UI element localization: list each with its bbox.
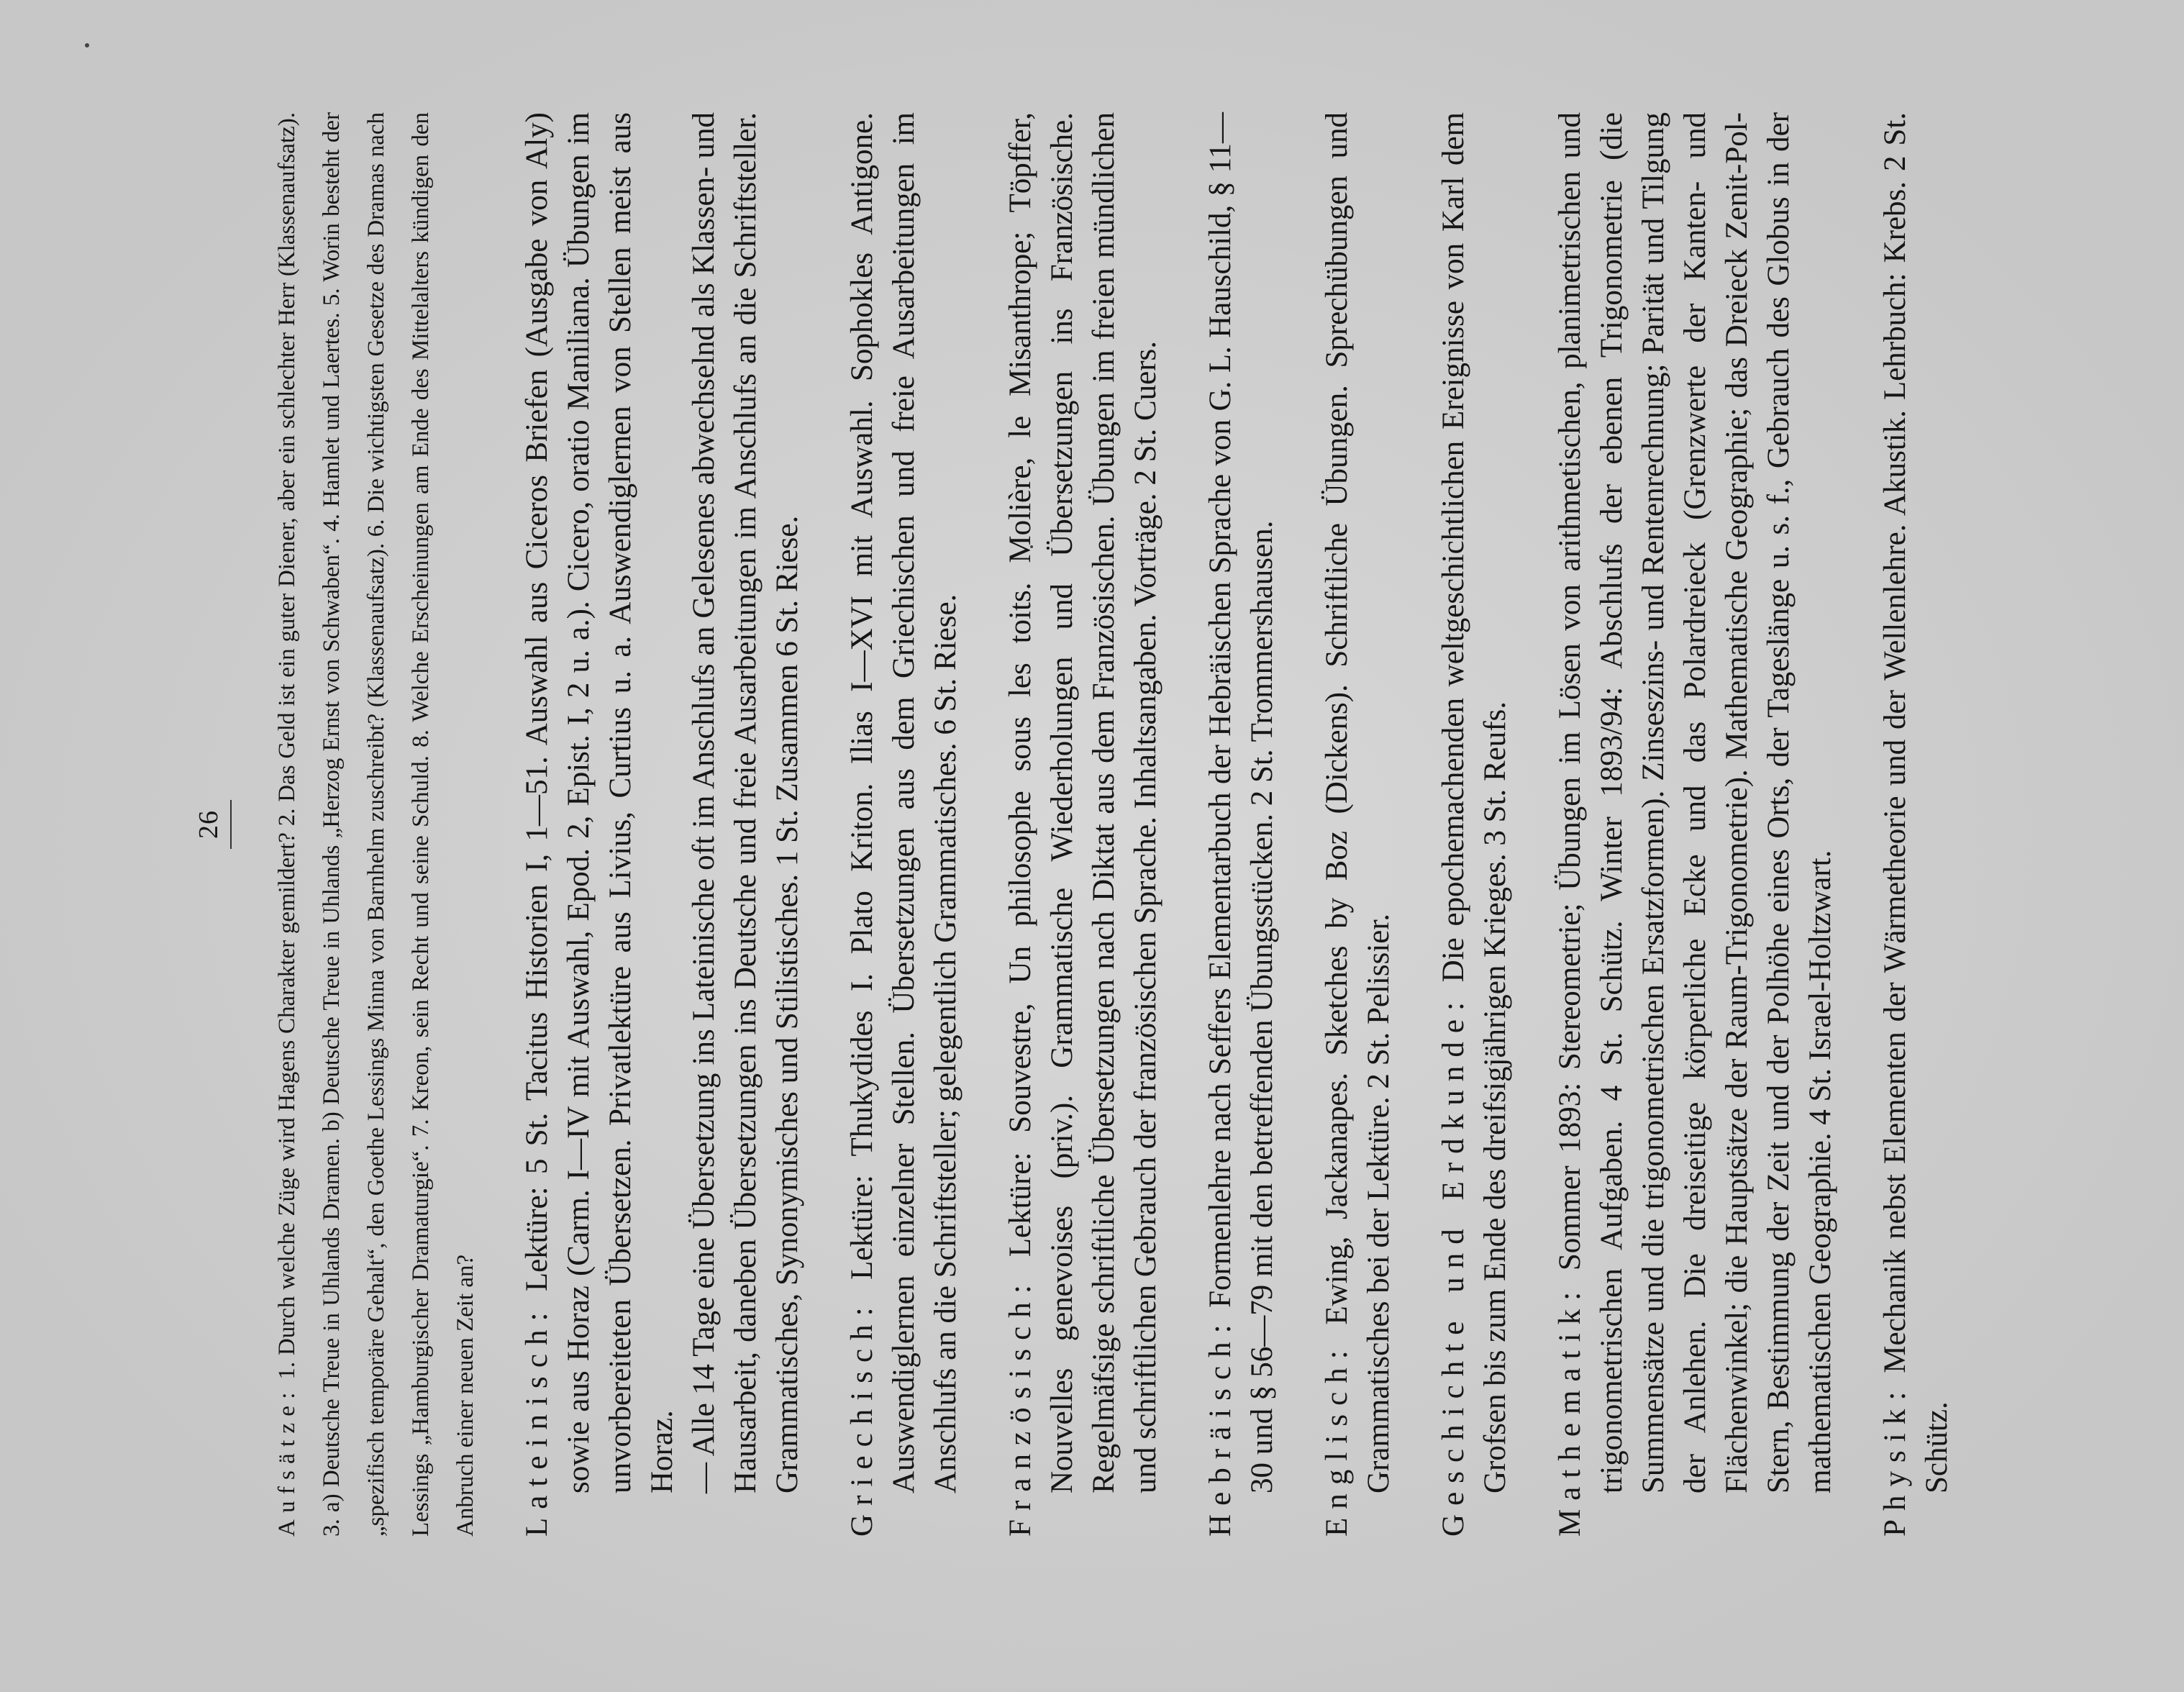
englisch-text: Ewing, Jackanapes. Sketches by Boz (Dickens). Schriftliche Übungen. Sprechübungen und Grammatisches bei der Lektüre. 2 St. Pelissier. bbox=[1320, 112, 1396, 1493]
section-franzoesisch bbox=[1000, 112, 1167, 1537]
section-aufsaetze bbox=[265, 112, 488, 1537]
mathematik-heading: Mathematik: bbox=[1553, 1283, 1587, 1537]
page-number: 26 bbox=[193, 112, 232, 1537]
aufsaetze-text: 1. Durch welche Züge wird Hagens Charakter gemildert? 2. Das Geld ist ein guter Diener, aber ein schlechter Herr (Klassenaufsatz). 3. a) Deutsche Treue in Uhlands Dramen. b) Deutsche Treue in Uhlands „Herzog Ernst von Schwaben“. 4. Hamlet und Laertes. 5. Worin besteht der „spezifisch temporäre Gehalt“, den Goethe Lessings Minna von Barnhelm zuschreibt? (Klassenaufsatz). 6. Die wichtigsten Gesetze des Dramas nach Lessings „Hamburgischer Dramaturgie“. 7. Kreon, sein Recht und seine Schuld. 8. Welche Erscheinungen am Ende des Mittelalters kündigen den Anbruch einer neuen Zeit an? bbox=[274, 112, 478, 1537]
griechisch-heading: Griechisch: bbox=[845, 1298, 879, 1537]
section-geschichte bbox=[1433, 112, 1516, 1537]
section-griechisch bbox=[842, 112, 967, 1537]
rotated-document-page bbox=[178, 69, 1954, 1580]
geschichte-heading: Geschichte und Erdkunde: bbox=[1437, 993, 1470, 1537]
englisch-heading: Englisch: bbox=[1320, 1342, 1354, 1537]
physik-text: Mechanik nebst Elementen der Wärmetheorie und der Wellenlehre. Akustik. Lehrbuch: Krebs. 2 St. Schütz. bbox=[1878, 112, 1954, 1493]
hebraeisch-heading: Hebräisch: bbox=[1204, 1316, 1237, 1537]
section-englisch bbox=[1316, 112, 1400, 1537]
franzoesisch-text: Lektüre: Souvestre, Un philosophe sous les toits. Molière, le Misanthrope; Töpffer, Nouvelles genevoises (priv.). Grammatische Wiederholungen und Übersetzungen ins Französische. Regelmäfsige schriftliche Übersetzungen nach Diktat aus dem Französischen. Übungen im freien mündlichen und schriftlichen Gebrauch der französischen Sprache. Inhaltsangaben. Vorträge. 2 St. Cuers. bbox=[1004, 112, 1162, 1493]
section-lateinisch bbox=[517, 112, 683, 1537]
hebraeisch-text: Formenlehre nach Seffers Elementarbuch der Hebräischen Sprache von G. L. Hauschild, § 11—30 und § 56—79 mit den betreffenden Übungsstücken. 2 St. Trommershausen. bbox=[1204, 112, 1279, 1493]
franzoesisch-heading: Französisch: bbox=[1004, 1276, 1037, 1537]
mathematik-text: Sommer 1893: Stereometrie; Übungen im Lösen von arithmetischen, planimetrischen und trigonometrischen Aufgaben. 4 St. Schütz. Winter 1893/94: Abschlufs der ebenen Trigonometrie (die Summensätze und die trigonometrischen Ersatzformen). Zinseszins- und Rentenrechnung; Parität und Tilgung der Anlehen. Die dreiseitige körperliche Ecke und das Polardreieck (Grenzwerte der Kanten- und Flächenwinkel; die Hauptsätze der Raum-Trigonometrie). Mathematische Geographie; das Dreieck Zenit-Pol-Stern, Bestimmung der Zeit und der Polhöhe eines Orts, der Tageslänge u. s. f., Gebrauch des Globus in der mathematischen Geographie. 4 St. Israel-Holtzwart. bbox=[1553, 112, 1837, 1493]
section-physik bbox=[1875, 112, 1958, 1537]
page-number-rule bbox=[230, 800, 232, 849]
griechisch-text: Lektüre: Thukydides I. Plato Kriton. Ilias I—XVI mit Auswahl. Sophokles Antigone. Auswendiglernen einzelner Stellen. Übersetzungen aus dem Griechischen und freie Ausarbeitungen im Anschlufs an die Schriftsteller; gelegentlich Grammatisches. 6 St. Riese. bbox=[845, 112, 963, 1493]
lateinisch-heading: Lateinisch: bbox=[520, 1304, 554, 1537]
speck bbox=[85, 43, 89, 47]
geschichte-text: Die epochemachenden weltgeschichtlichen Ereignisse von Karl dem Grofsen bis zum Ende des dreifsigjährigen Krieges. 3 St. Reufs. bbox=[1437, 112, 1512, 1493]
lateinisch-text: Lektüre: 5 St. Tacitus Historien I, 1—51. Auswahl aus Ciceros Briefen (Ausgabe von Aly) sowie aus Horaz (Carm. I—IV mit Auswahl, Epod. 2, Epist. I, 2 u. a.). Cicero, oratio Maniliana. Übungen im unvorbereiteten Übersetzen. Privatlektüre aus Livius, Curtius u. a. Auswendiglernen von Stellen meist aus Horaz. bbox=[520, 112, 679, 1493]
section-mathematik bbox=[1550, 112, 1842, 1537]
section-lateinisch-continued bbox=[683, 112, 809, 1537]
aufsaetze-heading: Aufsätze: bbox=[274, 1386, 300, 1537]
lateinisch-text-2: — Alle 14 Tage eine Übersetzung ins Lateinische oft im Anschlufs an Gelesenes abwechselnd als Klassen- und Hausarbeit, daneben Übersetzungen ins Deutsche und freie Ausarbeitungen im Anschlufs an die Schriftsteller. Grammatisches, Synonymisches und Stilistisches. 1 St. Zusammen 6 St. Riese. bbox=[687, 112, 804, 1493]
physik-heading: Physik: bbox=[1878, 1383, 1912, 1537]
section-hebraeisch bbox=[1200, 112, 1283, 1537]
